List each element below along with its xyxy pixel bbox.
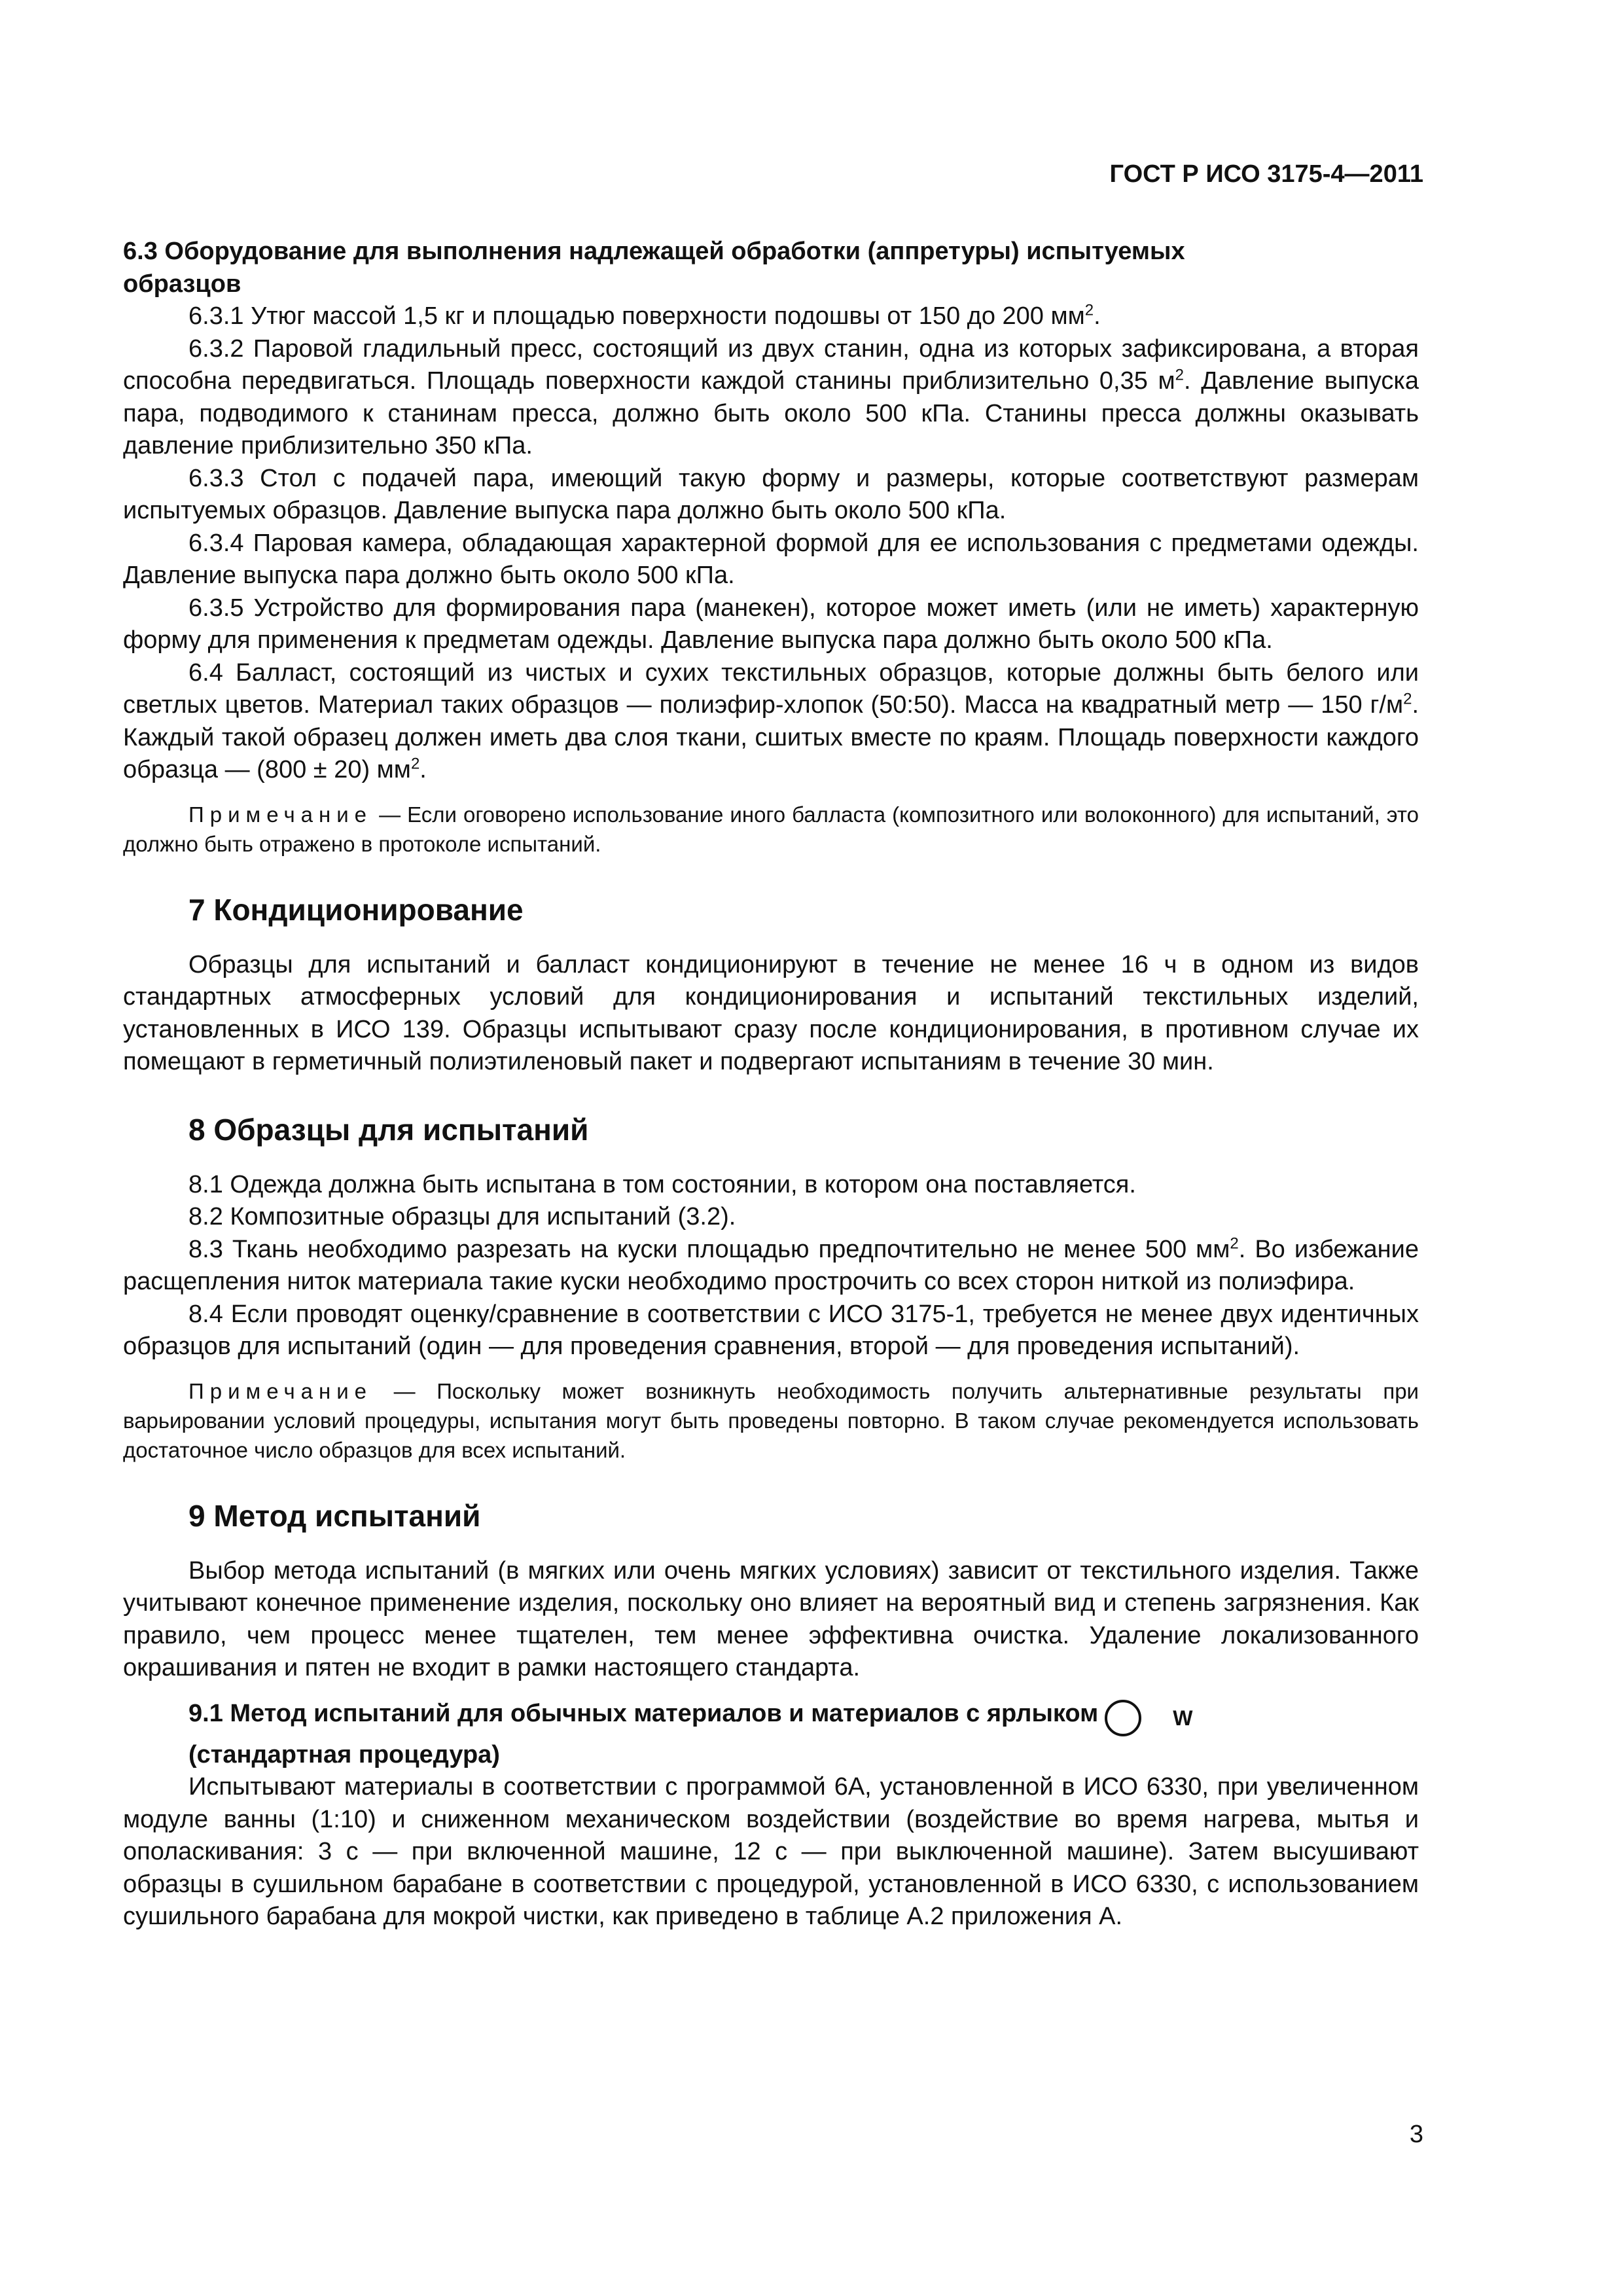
paragraph-6-3-2-text-a: 6.3.2 Паровой гладильный пресс, состоящий из двух станин, одна из которых зафиксирована, а вторая способна передвигаться. Площадь поверхности каждой станины приблизительно 0,35 м <box>123 334 1419 395</box>
document-body <box>123 236 1419 1933</box>
paragraph-9-1: Испытывают материалы в соответствии с программой 6А, установленной в ИСО 6330, при увеличенном модуле ванны (1:10) и сниженном механическом воздействии (воздействие во время нагрева, мытья и ополаскивания: 3 с — при включенной машине, 12 с — при выключенной машине). Затем высушивают образцы в сушильном барабане в соответствии с процедурой, установленной в ИСО 6330, с использованием сушильного барабана для мокрой чистки, как приведено в таблице А.2 приложения А. <box>123 1773 1419 1930</box>
paragraph-6-3-1-end: . <box>1094 302 1101 330</box>
paragraph-6-4 <box>123 657 1419 787</box>
document-header: ГОСТ Р ИСО 3175-4—2011 <box>1109 160 1423 188</box>
section-6-3-heading-line1: 6.3 Оборудование для выполнения надлежащей обработки (аппретуры) испытуемых <box>123 238 1185 265</box>
paragraph-8-2: 8.2 Композитные образцы для испытаний (3.2). <box>188 1203 736 1230</box>
paragraph-6-4-text-b: . Каждый такой образец должен иметь два слоя ткани, сшитых вместе по краям. Площадь поверхности каждого образца — (800 ± 20) мм <box>123 691 1419 783</box>
section-9-heading: 9 Метод испытаний <box>188 1498 481 1533</box>
paragraph-8-3-text-a: 8.3 Ткань необходимо разрезать на куски площадью предпочтительно не менее 500 мм <box>188 1235 1230 1263</box>
paragraph-6-3-1-text: 6.3.1 Утюг массой 1,5 кг и площадью поверхности подошвы от 150 до 200 мм <box>188 302 1085 330</box>
paragraph-6-3-3: 6.3.3 Стол с подачей пара, имеющий такую форму и размеры, которые соответствуют размерам испытуемых образцов. Давление выпуска пара должно быть около 500 кПа. <box>123 464 1419 524</box>
section-6-3-heading <box>123 236 1419 300</box>
note-text: — Поскольку может возникнуть необходимость получить альтернативные результаты при варьировании условий процедуры, испытания могут быть проведены повторно. В таком случае рекомендуется использовать достаточное число образцов для всех испытаний. <box>123 1378 1419 1462</box>
paragraph-7: Образцы для испытаний и балласт кондиционируют в течение не менее 16 ч в одном из видов стандартных атмосферных условий для кондиционирования и испытаний текстильных изделий, установленных в ИСО 139. Образцы испытывают сразу после кондиционирования, в противном случае их помещают в герметичный полиэтиленовый пакет и подвергают испытаниям в течение 30 мин. <box>123 950 1419 1075</box>
wet-cleaning-w-icon: W <box>1105 1700 1141 1736</box>
paragraph-8-3-text-b: . Во избежание расщепления ниток материала такие куски необходимо прострочить со всех сторон ниткой из полиэфира. <box>123 1235 1419 1295</box>
paragraph-8-4: 8.4 Если проводят оценку/сравнение в соответствии с ИСО 3175-1, требуется не менее двух идентичных образцов для испытаний (один — для проведения сравнения, второй — для проведения испытаний). <box>123 1300 1419 1360</box>
paragraph-6-3-1 <box>123 300 1419 333</box>
superscript-2: 2 <box>410 755 420 773</box>
paragraph-6-3-4: 6.3.4 Паровая камера, обладающая характерной формой для ее использования с предметами одежды. Давление выпуска пара должно быть около 500 кПа. <box>123 529 1419 589</box>
paragraph-8-1: 8.1 Одежда должна быть испытана в том состоянии, в котором она поставляется. <box>188 1170 1136 1198</box>
note-label: Примечание <box>188 802 373 827</box>
note-6-4 <box>123 800 1419 859</box>
section-9-1-heading-line2: (стандартная процедура) <box>188 1740 500 1768</box>
note-label: Примечание <box>188 1378 373 1403</box>
note-text: — Если оговорено использование иного балласта (композитного или волоконного) для испытаний, это должно быть отражено в протоколе испытаний. <box>123 802 1419 856</box>
paragraph-6-4-text-c: . <box>419 756 427 783</box>
superscript-2: 2 <box>1084 301 1094 319</box>
section-8-heading: 8 Образцы для испытаний <box>188 1112 589 1147</box>
page-number: 3 <box>1409 2121 1423 2148</box>
superscript-2: 2 <box>1175 366 1184 384</box>
note-8 <box>123 1376 1419 1465</box>
paragraph-6-3-2 <box>123 333 1419 463</box>
section-6-3-heading-line2: образцов <box>123 270 241 298</box>
section-9-1-heading <box>123 1698 1419 1736</box>
section-9-1-heading-line1: 9.1 Метод испытаний для обычных материалов и материалов с ярлыком <box>188 1699 1099 1727</box>
paragraph-8-3 <box>123 1234 1419 1299</box>
paragraph-6-3-2-text-b: . Давление выпуска пара, подводимого к станинам пресса, должно быть около 500 кПа. Станины пресса должны оказывать давление приблизительно 350 кПа. <box>123 367 1419 459</box>
superscript-2: 2 <box>1403 690 1412 708</box>
paragraph-6-4-text-a: 6.4 Балласт, состоящий из чистых и сухих текстильных образцов, которые должны быть белого или светлых цветов. Материал таких образцов — полиэфир-хлопок (50:50). Масса на квадратный метр — 150 г/м <box>123 658 1419 719</box>
superscript-2: 2 <box>1230 1234 1239 1252</box>
section-7-heading: 7 Кондиционирование <box>188 892 524 927</box>
paragraph-6-3-5: 6.3.5 Устройство для формирования пара (манекен), которое может иметь (или не иметь) характерную форму для применения к предметам одежды. Давление выпуска пара должно быть около 500 кПа. <box>123 594 1419 654</box>
paragraph-9: Выбор метода испытаний (в мягких или очень мягких условиях) зависит от текстильного изделия. Также учитывают конечное применение изделия, поскольку оно влияет на вероятный вид и степень загрязнения. Как правило, чем процесс менее тщателен, тем менее эффективна очистка. Удаление локализованного окрашивания и пятен не входит в рамки настоящего стандарта. <box>123 1556 1419 1681</box>
